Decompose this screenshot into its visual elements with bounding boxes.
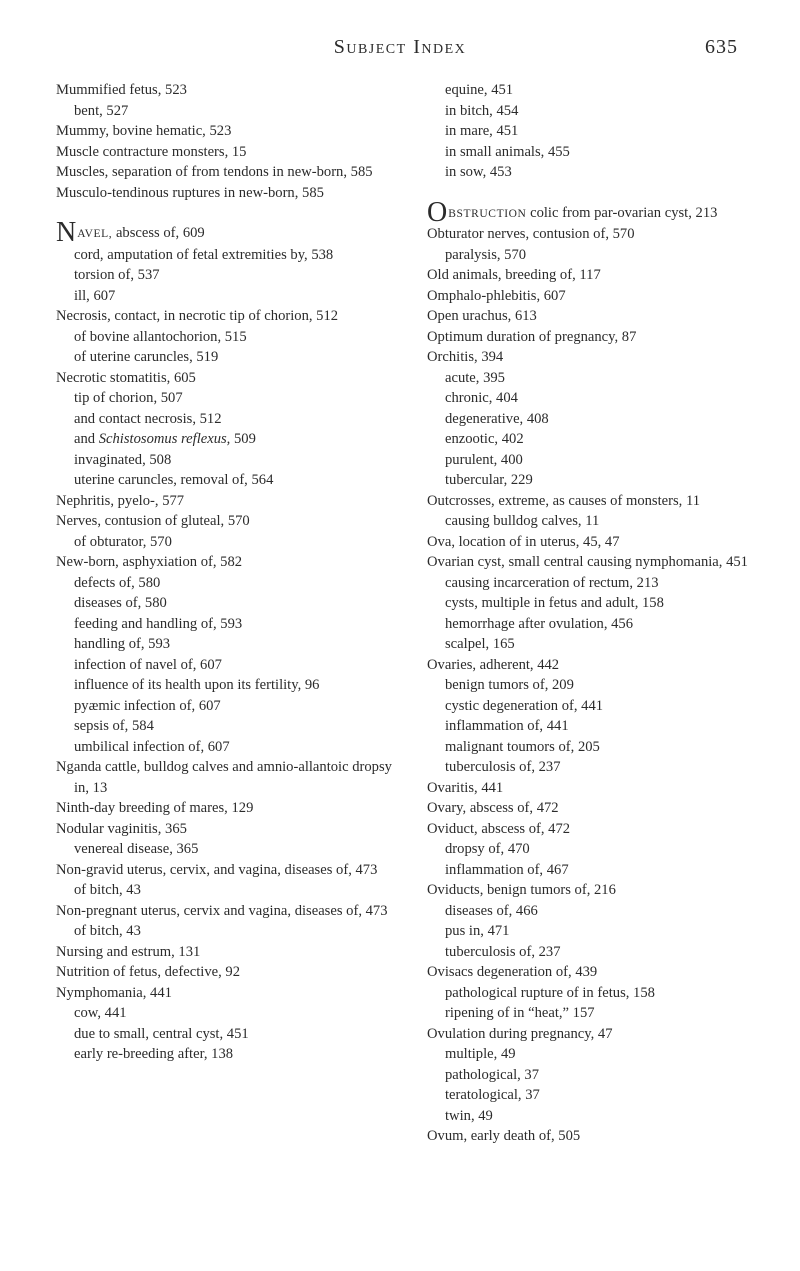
index-subentry: venereal disease, 365 bbox=[74, 841, 199, 857]
index-entry: Nymphomania, 441 bbox=[56, 984, 172, 1001]
index-subentry: multiple, 49 bbox=[445, 1046, 516, 1062]
entry-text: colic from par-ovarian cyst, 213 bbox=[526, 204, 718, 221]
index-entry: Ovarian cyst, small central causing nymphomania, 451 bbox=[427, 554, 748, 570]
index-subentry: ripening of in “heat,” 157 bbox=[445, 1005, 595, 1021]
index-subentry: tuberculosis of, 237 bbox=[445, 943, 561, 960]
index-subentry: of bitch, 43 bbox=[74, 882, 141, 898]
drop-cap-letter: O bbox=[427, 196, 448, 228]
index-subentry: pyæmic infection of, 607 bbox=[74, 697, 221, 714]
index-entry: Nephritis, pyelo-, 577 bbox=[56, 492, 185, 509]
index-subentry: torsion of, 537 bbox=[74, 267, 160, 283]
index-subentry: chronic, 404 bbox=[445, 390, 518, 406]
index-subentry: of bitch, 43 bbox=[74, 923, 141, 939]
index-subentry: causing bulldog calves, 11 bbox=[445, 513, 600, 529]
index-entry-obstruction bbox=[427, 196, 767, 228]
index-subentry: handling of, 593 bbox=[74, 636, 171, 652]
index-subentry: causing incarceration of rectum, 213 bbox=[445, 574, 659, 591]
index-subentry: in small animals, 455 bbox=[445, 143, 570, 160]
index-entry: Oviducts, benign tumors of, 216 bbox=[427, 882, 616, 898]
index-subentry: pus in, 471 bbox=[445, 923, 510, 939]
entry-text: and bbox=[74, 431, 99, 447]
index-subentry: and contact necrosis, 512 bbox=[74, 410, 222, 427]
index-subentry: uterine caruncles, removal of, 564 bbox=[74, 472, 274, 488]
index-entry: Non-gravid uterus, cervix, and vagina, diseases of, 473 bbox=[56, 861, 378, 878]
index-entry: Optimum duration of pregnancy, 87 bbox=[427, 328, 637, 345]
index-subentry: paralysis, 570 bbox=[445, 246, 527, 263]
letter-section-gap bbox=[56, 203, 406, 223]
index-subentry: of uterine caruncles, 519 bbox=[74, 349, 219, 365]
index-subentry: purulent, 400 bbox=[445, 451, 523, 468]
index-subentry: malignant toumors of, 205 bbox=[445, 738, 600, 755]
index-entry: Necrotic stomatitis, 605 bbox=[56, 369, 196, 386]
page-title: Subject Index bbox=[333, 36, 467, 58]
index-entry: Mummy, bovine hematic, 523 bbox=[56, 123, 232, 139]
entry-text: 509 bbox=[230, 431, 256, 447]
index-subentry: sepsis of, 584 bbox=[74, 718, 154, 734]
index-entry: Ovary, abscess of, 472 bbox=[427, 800, 559, 816]
index-subentry: ill, 607 bbox=[74, 287, 116, 304]
index-subentry: hemorrhage after ovulation, 456 bbox=[445, 615, 634, 632]
index-subentry: invaginated, 508 bbox=[74, 451, 172, 468]
entry-head-smallcaps: AVEL, bbox=[77, 228, 113, 240]
letter-section-gap bbox=[427, 183, 767, 203]
index-entry: Musculo-tendinous ruptures in new-born, 585 bbox=[56, 184, 324, 201]
index-entry: Nursing and estrum, 131 bbox=[56, 943, 201, 960]
index-entry: Ova, location of in uterus, 45, 47 bbox=[427, 533, 620, 550]
index-entry: Non-pregnant uterus, cervix and vagina, diseases of, 473 bbox=[56, 902, 388, 919]
entry-head-smallcaps: BSTRUCTION bbox=[448, 207, 527, 220]
index-subentry: infection of navel of, 607 bbox=[74, 656, 222, 673]
index-subentry: benign tumors of, 209 bbox=[445, 677, 574, 693]
index-subentry: diseases of, 466 bbox=[445, 902, 538, 919]
page-header bbox=[0, 36, 800, 66]
index-entry: Muscle contracture monsters, 15 bbox=[56, 143, 247, 160]
index-subentry: degenerative, 408 bbox=[445, 410, 549, 427]
index-subentry: of obturator, 570 bbox=[74, 533, 172, 550]
index-subentry: enzootic, 402 bbox=[445, 431, 524, 447]
index-entry: Orchitis, 394 bbox=[427, 349, 504, 365]
index-entry: Nutrition of fetus, defective, 92 bbox=[56, 964, 240, 980]
index-subentry: of bovine allantochorion, 515 bbox=[74, 328, 247, 345]
index-entry: Oviduct, abscess of, 472 bbox=[427, 820, 571, 837]
index-subentry: bent, 527 bbox=[74, 102, 129, 119]
index-entry: Ovum, early death of, 505 bbox=[427, 1128, 581, 1144]
index-subentry: dropsy of, 470 bbox=[445, 841, 530, 857]
index-subentry: inflammation of, 441 bbox=[445, 718, 569, 734]
index-entry: Nganda cattle, bulldog calves and amnio-allantoic dropsy in, 13 bbox=[56, 759, 392, 796]
index-subentry: tip of chorion, 507 bbox=[74, 390, 183, 406]
index-subentry: cystic degeneration of, 441 bbox=[445, 697, 604, 714]
index-entry: Outcrosses, extreme, as causes of monsters, 11 bbox=[427, 492, 701, 509]
index-subentry: in bitch, 454 bbox=[445, 102, 519, 119]
index-subentry: tuberculosis of, 237 bbox=[445, 759, 561, 775]
index-entry: Ovulation during pregnancy, 47 bbox=[427, 1025, 613, 1042]
index-entry: Nerves, contusion of gluteal, 570 bbox=[56, 513, 250, 529]
index-entry: Obturator nerves, contusion of, 570 bbox=[427, 226, 635, 242]
index-column-left bbox=[56, 80, 406, 1065]
index-entry: New-born, asphyxiation of, 582 bbox=[56, 554, 243, 570]
index-entry: Necrosis, contact, in necrotic tip of chorion, 512 bbox=[56, 308, 339, 324]
index-entry: Ninth-day breeding of mares, 129 bbox=[56, 800, 254, 816]
index-subentry: tubercular, 229 bbox=[445, 472, 533, 488]
index-subentry: feeding and handling of, 593 bbox=[74, 615, 243, 632]
index-subentry: cord, amputation of fetal extremities by, 538 bbox=[74, 246, 334, 263]
index-entry: Ovaritis, 441 bbox=[427, 779, 504, 796]
index-subentry: cow, 441 bbox=[74, 1005, 127, 1021]
page-number: 635 bbox=[705, 36, 738, 58]
index-entry: Omphalo-phlebitis, 607 bbox=[427, 287, 566, 304]
index-entry-navel bbox=[56, 217, 406, 248]
index-entry: Ovaries, adherent, 442 bbox=[427, 656, 560, 673]
index-entry: Old animals, breeding of, 117 bbox=[427, 267, 601, 283]
index-subentry: equine, 451 bbox=[445, 82, 514, 98]
index-entry: Muscles, separation of from tendons in new-born, 585 bbox=[56, 164, 373, 180]
index-subentry: early re-breeding after, 138 bbox=[74, 1046, 234, 1062]
index-entry: Ovisacs degeneration of, 439 bbox=[427, 964, 598, 980]
index-subentry: in sow, 453 bbox=[445, 164, 512, 180]
index-subentry: pathological, 37 bbox=[445, 1066, 540, 1083]
drop-cap-letter: N bbox=[56, 217, 77, 248]
index-subentry: cysts, multiple in fetus and adult, 158 bbox=[445, 595, 664, 611]
entry-text: abscess of, 609 bbox=[112, 225, 205, 241]
index-entry: Nodular vaginitis, 365 bbox=[56, 820, 187, 837]
index-column-right bbox=[427, 80, 767, 1147]
index-subentry: diseases of, 580 bbox=[74, 595, 167, 611]
index-entry: Open urachus, 613 bbox=[427, 308, 537, 324]
index-subentry: scalpel, 165 bbox=[445, 636, 515, 652]
index-subentry: inflammation of, 467 bbox=[445, 861, 569, 878]
index-subentry: twin, 49 bbox=[445, 1107, 493, 1124]
index-subentry: acute, 395 bbox=[445, 369, 505, 386]
index-subentry: teratological, 37 bbox=[445, 1087, 540, 1103]
entry-text-italic: Schistosomus reflexus, bbox=[98, 431, 231, 447]
index-subentry: pathological rupture of in fetus, 158 bbox=[445, 984, 655, 1001]
index-subentry-schistosomus bbox=[56, 429, 406, 450]
index-subentry: defects of, 580 bbox=[74, 574, 161, 591]
index-subentry: due to small, central cyst, 451 bbox=[74, 1025, 249, 1042]
index-entry: Mummified fetus, 523 bbox=[56, 82, 187, 98]
index-subentry: influence of its health upon its fertility, 96 bbox=[74, 677, 320, 693]
index-subentry: in mare, 451 bbox=[445, 123, 519, 139]
index-subentry: umbilical infection of, 607 bbox=[74, 738, 230, 755]
